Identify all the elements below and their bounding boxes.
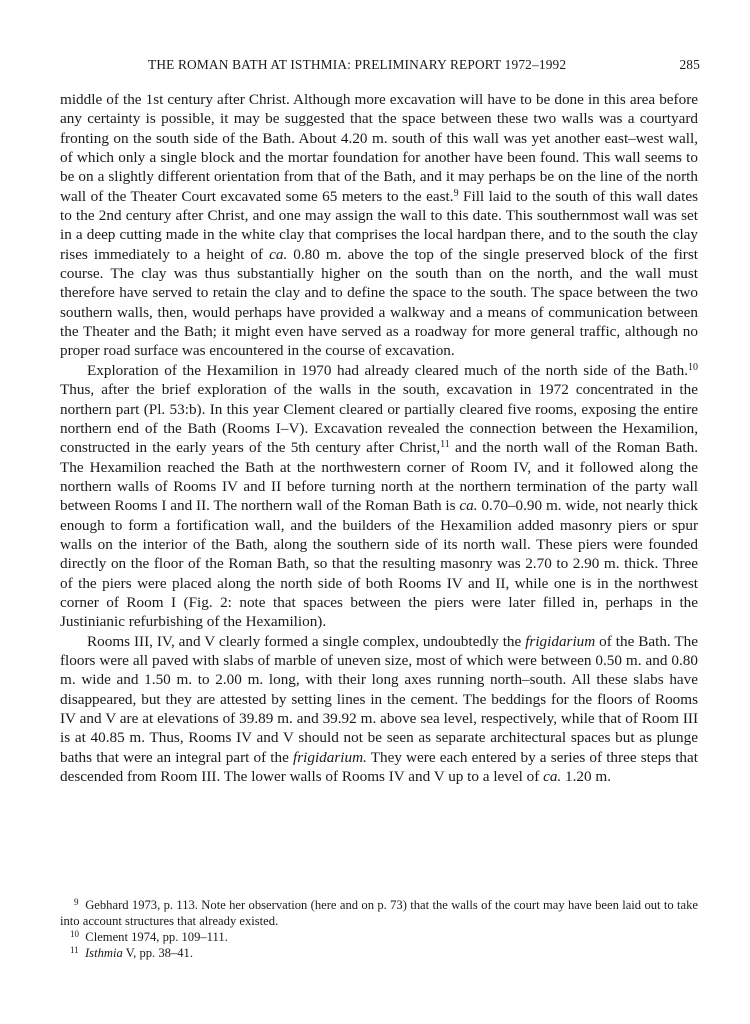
p3-frigidarium-1: frigidarium	[525, 632, 596, 650]
p1-text-b: Fill laid to the south of this wall dates to the 2nd century after Christ, and one may assign the wall to this date. This southernmost wall was set in a deep cutting made in the white clay that comprises the local hardpan there, and to the south the clay rises immediately to a height of	[60, 187, 698, 263]
footnote-ref-9[interactable]: 9	[453, 187, 459, 199]
paragraph-3	[60, 632, 698, 787]
p2-text-b: Thus, after the brief exploration of the walls in the south, excavation in 1972 concentrated in the northern part (Pl. 53:b). In this year Clement cleared or partially cleared five rooms, exposing the entire northern end of the Bath (Rooms I–V). Excavation revealed the connection between the Hexamilion, constructed in the early years of the 5th century after Christ,	[60, 381, 698, 457]
footnote-italic-title: Isthmia	[84, 946, 123, 960]
p3-ca: ca.	[543, 768, 562, 786]
footnote-10	[60, 929, 698, 945]
footnote-9	[60, 897, 698, 929]
p3-text-b: of the Bath. The floors were all paved with slabs of marble of uneven size, most of which were between 0.50 m. and 0.80 m. wide and 1.50 m. to 2.00 m. long, with their long axes running north–south. All these slabs have disappeared, but they are attested by setting lines in the cement. The beddings for the floors of Rooms IV and V are at elevations of 39.89 m. and 39.92 m. above sea level, respectively, while that of Room III is at 40.85 m. Thus, Rooms IV and V should not be seen as separate architectural spaces but as plunge baths that were an integral part of the	[60, 632, 698, 766]
footnote-ref-11[interactable]: 11	[440, 439, 450, 451]
p1-text-c: 0.80 m. above the top of the single preserved block of the first course. The clay was thus substantially higher on the south than on the north, and the wall must therefore have served to retain the clay and to define the space to the south. The space between the two southern walls, then, would perhaps have provided a walkway and a means of communication between the Theater and the Bath; it might even have served as a roadway for more general traffic, although no proper road surface was encountered in the course of excavation.	[60, 245, 698, 360]
paragraph-2	[60, 361, 698, 632]
page-number: 285	[679, 57, 700, 72]
paragraph-1	[60, 90, 698, 361]
p1-ca: ca.	[269, 245, 288, 263]
footnote-number: 10	[70, 929, 79, 939]
p2-text-d: 0.70–0.90 m. wide, not nearly thick enough to form a fortification wall, and the builders of the Hexamilion added masonry piers or spur walls on the interior of the Bath, along the southern side of its north wall. These piers were founded directly on the floor of the Roman Bath, so that the resulting masonry was 2.70 to 2.90 m. thick. Three of the piers were placed along the north side of both Rooms IV and II, while one is in the northwest corner of Room I (Fig. 2: note that spaces between the piers were later filled in, perhaps in the Justinianic refurbishing of the Hexamilion).	[60, 497, 698, 631]
footnotes	[60, 897, 698, 961]
footnote-11	[60, 945, 698, 961]
p2-text-c: and the north wall of the Roman Bath. The Hexamilion reached the Bath at the northwestern corner of Room IV, and it followed along the northern walls of Rooms IV and II before turning north at the northern termination of the party wall between Rooms I and II. The northern wall of the Roman Bath is	[60, 439, 699, 515]
footnote-number: 9	[74, 897, 79, 907]
footnote-text: V, pp. 38–41.	[122, 946, 193, 960]
body-text	[60, 90, 698, 786]
running-title: THE ROMAN BATH AT ISTHMIA: PRELIMINARY REPORT 1972–1992	[148, 57, 567, 72]
footnote-number: 11	[70, 945, 79, 955]
footnote-text: Gebhard 1973, p. 113. Note her observation (here and on p. 73) that the walls of the court may have been laid out to take into account structures that already existed.	[60, 898, 698, 928]
footnote-text: Clement 1974, pp. 109–111.	[85, 930, 228, 944]
p1-text-a: middle of the 1st century after Christ. Although more excavation will have to be done in this area before any certainty is possible, it may be suggested that the space between these two walls was a courtyard fronting on the south side of the Bath. About 4.20 m. south of this wall was yet another east–west wall, of which only a single block and the mortar foundation for another have been found. This wall seems to be on a slightly different orientation from that of the Bath, and it may perhaps be on the line of the north wall of the Theater Court excavated some 65 meters to the east.	[60, 91, 698, 205]
p3-text-d: 1.20 m.	[561, 768, 612, 786]
p2-ca: ca.	[459, 497, 478, 515]
footnote-ref-10[interactable]: 10	[688, 361, 698, 373]
p3-text-c: They were each entered by a series of three steps that descended from Room III. The lower walls of Rooms IV and V up to a level of	[60, 748, 698, 786]
p2-text-a: Exploration of the Hexamilion in 1970 had already cleared much of the north side of the Bath.	[87, 361, 688, 379]
running-head	[148, 57, 700, 73]
p3-frigidarium-2: frigidarium.	[293, 748, 367, 766]
p3-text-a: Rooms III, IV, and V clearly formed a single complex, undoubtedly the	[87, 632, 526, 650]
